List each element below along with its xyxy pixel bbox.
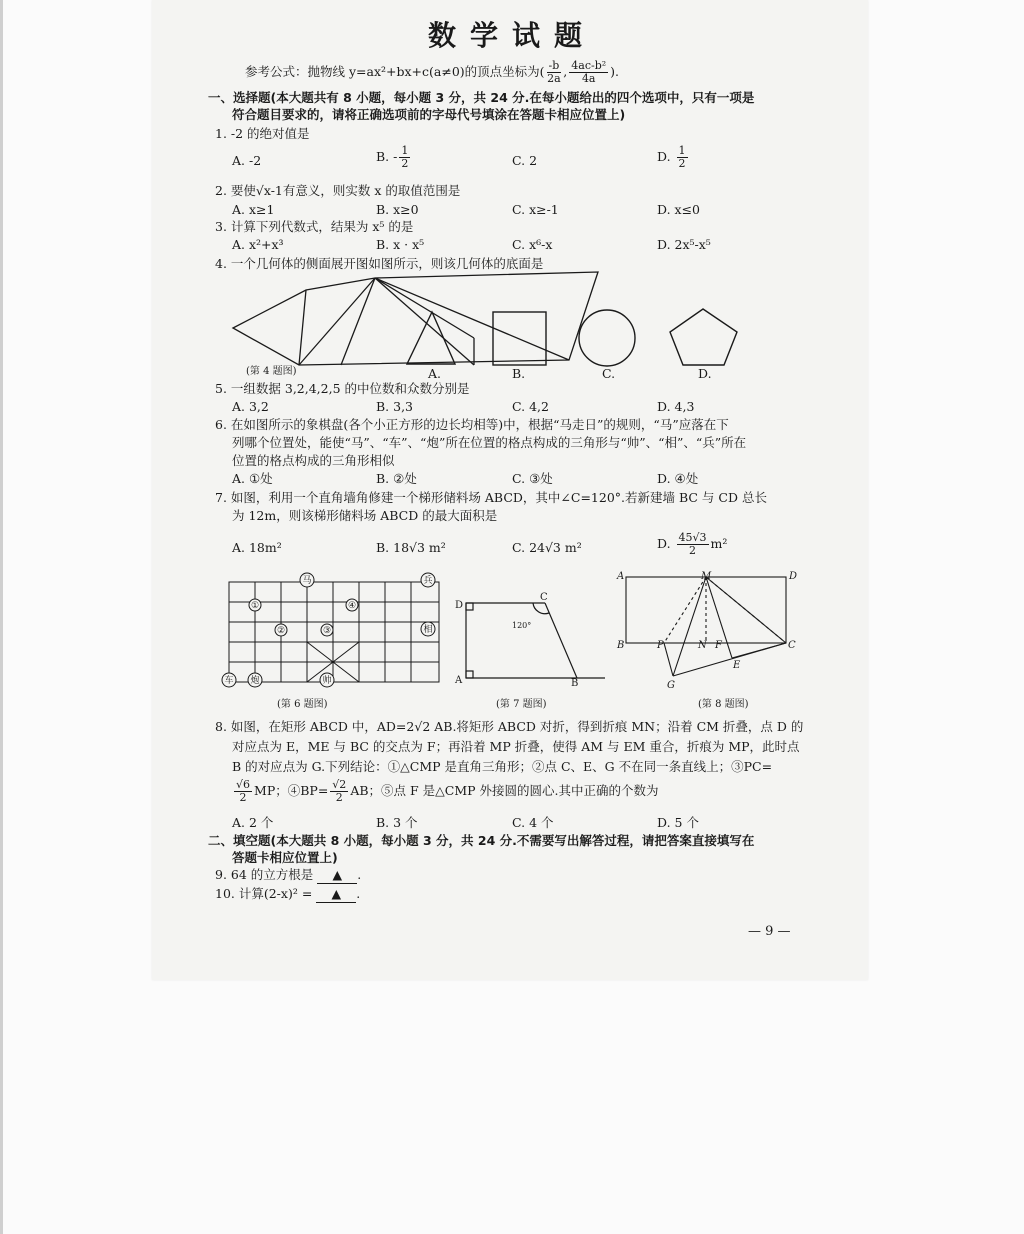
q4-fig-caption: (第 4 题图) <box>246 366 297 377</box>
section1-header-line2: 符合题目要求的，请将正确选项前的字母代号填涂在答题卡相应位置上) <box>232 107 626 122</box>
chess-ma: 马 <box>302 576 312 586</box>
q3-option-a: A. x²+x³ <box>232 237 284 252</box>
f8-label-m: M <box>701 571 712 582</box>
q6-line2: 列哪个位置处，能使“马”、“车”、“炮”所在位置的格点构成的三角形与“帅”、“相”、“兵”所在 <box>232 435 747 450</box>
q5-option-b: B. 3,3 <box>376 399 414 414</box>
q8-line3: B 的对应点为 G.下列结论：①△CMP 是直角三角形；②点 C、E、G 不在同一条直线上；③PC= <box>232 759 773 774</box>
section2-header-line1: 二、填空题(本大题共 8 小题，每小题 3 分，共 24 分.不需要写出解答过程，请把答案直接填写在 <box>208 833 755 848</box>
q4-option-a: A. <box>428 366 442 381</box>
rectangle-fold-figure <box>626 577 786 676</box>
q6-option-b: B. ②处 <box>376 471 417 486</box>
chess-xiang: 相 <box>423 625 433 635</box>
q4-stem: 4. 一个几何体的侧面展开图如图所示，则该几何体的底面是 <box>215 256 544 271</box>
q8-line4: $\frac{√6}{2}$ MP；④BP= $\frac{√2}{2}$ AB；⑤点 F 是△CMP 外接圆的圆心.其中正确的个数为 <box>236 778 659 804</box>
formula-line: 参考公式：抛物线 y=ax²+bx+c(a≠0)的顶点坐标为( $\frac{-b}{2a}$ , $\frac{\text{4ac-b²}}{4a}$ ). <box>245 59 620 85</box>
q2-option-a: A. x≥1 <box>232 202 275 217</box>
f7-label-c: C <box>540 592 548 603</box>
chess-mark-1: ① <box>250 601 260 611</box>
q5-option-d: D. 4,3 <box>657 399 695 414</box>
trapezoid-figure <box>466 603 605 678</box>
q6-option-a: A. ①处 <box>232 471 273 486</box>
q7-option-b: B. 18√3 m² <box>376 540 446 555</box>
section2-header-line2: 答题卡相应位置上) <box>232 850 338 865</box>
q5-stem: 5. 一组数据 3,2,4,2,5 的中位数和众数分别是 <box>215 381 470 396</box>
left-edge-bar <box>0 0 3 1234</box>
q3-option-b: B. x · x⁵ <box>376 237 425 252</box>
q6-option-d: D. ④处 <box>657 471 699 486</box>
q8-option-a: A. 2 个 <box>232 815 274 830</box>
q7-option-a: A. 18m² <box>232 540 282 555</box>
q2-option-c: C. x≥-1 <box>512 202 559 217</box>
chess-pao: 炮 <box>250 676 260 686</box>
q9-line: 9. 64 的立方根是 ▲ . <box>215 867 362 882</box>
triangle-shape <box>407 312 455 364</box>
q3-stem: 3. 计算下列代数式，结果为 x⁵ 的是 <box>215 219 414 234</box>
page-title: 数学试题 <box>427 19 596 52</box>
section1-header-line1: 一、选择题(本大题共有 8 小题，每小题 3 分，共 24 分.在每小题给出的四个选项中，只有一项是 <box>208 90 755 105</box>
q2-option-d: D. x≤0 <box>657 202 700 217</box>
chess-shuai: 帅 <box>322 676 332 686</box>
q8-option-c: C. 4 个 <box>512 815 554 830</box>
f8-label-c: C <box>788 640 796 651</box>
chess-mark-2: ② <box>276 626 286 636</box>
q8-option-d: D. 5 个 <box>657 815 699 830</box>
fig8-caption: (第 8 题图) <box>698 699 749 710</box>
f8-label-f: F <box>715 640 722 651</box>
fig6-caption: (第 6 题图) <box>277 699 328 710</box>
q7-line2: 为 12m，则该梯形储料场 ABCD 的最大面积是 <box>232 508 498 523</box>
f8-label-g: G <box>667 680 675 691</box>
chess-che: 车 <box>224 676 234 686</box>
q1-option-a: A. -2 <box>232 153 262 168</box>
f8-label-e: E <box>733 660 741 671</box>
f8-label-d: D <box>789 571 798 582</box>
q4-options-shapes <box>220 280 760 370</box>
q3-option-c: C. x⁶-x <box>512 237 553 252</box>
q10-line: 10. 计算(2-x)² = ▲ . <box>215 886 361 901</box>
f8-label-n: N <box>698 640 707 651</box>
square-shape <box>493 312 546 365</box>
q8-option-b: B. 3 个 <box>376 815 418 830</box>
chess-mark-3: ③ <box>322 626 332 636</box>
fig7-caption: (第 7 题图) <box>496 699 547 710</box>
figures-row <box>215 568 815 718</box>
chess-bing: 兵 <box>423 576 433 586</box>
f7-label-b: B <box>571 678 579 689</box>
q1-option-c: C. 2 <box>512 153 538 168</box>
q1-stem: 1. -2 的绝对值是 <box>215 126 310 141</box>
q5-option-a: A. 3,2 <box>232 399 269 414</box>
q7-line1: 7. 如图，利用一个直角墙角修建一个梯形储料场 ABCD，其中∠C=120°.若新建墙 BC 与 CD 总长 <box>215 490 767 505</box>
q8-line1: 8. 如图，在矩形 ABCD 中，AD=2√2 AB.将矩形 ABCD 对折，得到折痕 MN；沿着 CM 折叠，点 D 的 <box>215 719 804 734</box>
q9-answer-blank[interactable]: ▲ <box>317 867 357 884</box>
q1-option-b: B. - $\frac{1}{2}$ <box>376 144 409 170</box>
q5-option-c: C. 4,2 <box>512 399 549 414</box>
q10-answer-blank[interactable]: ▲ <box>316 886 356 903</box>
f8-label-b: B <box>617 640 625 651</box>
f8-label-p: P <box>657 640 664 651</box>
q4-option-d: D. <box>698 366 712 381</box>
q6-line3: 位置的格点构成的三角形相似 <box>232 453 395 468</box>
chess-mark-4: ④ <box>347 601 357 611</box>
q8-line2: 对应点为 E，ME 与 BC 的交点为 F；再沿着 MP 折叠，使得 AM 与 EM 重合，折痕为 MP，此时点 <box>232 739 800 754</box>
f7-label-d: D <box>455 600 464 611</box>
q2-option-b: B. x≥0 <box>376 202 419 217</box>
q2-stem: 2. 要使√x-1有意义，则实数 x 的取值范围是 <box>215 183 461 198</box>
q4-option-c: C. <box>602 366 616 381</box>
f7-angle-label: 120° <box>512 621 532 630</box>
q1-option-d: D. $\frac{1}{2}$ <box>657 144 686 170</box>
pentagon-shape <box>670 309 737 365</box>
page-number: — 9 — <box>748 924 791 939</box>
q7-option-d: D. $\frac{45√3}{2}$ m² <box>657 531 728 557</box>
q4-option-b: B. <box>512 366 526 381</box>
q6-line1: 6. 在如图所示的象棋盘(各个小正方形的边长均相等)中，根据“马走日”的规则，“马”应落在下 <box>215 417 729 432</box>
circle-shape <box>579 310 635 366</box>
f8-label-a: A <box>617 571 625 582</box>
f7-label-a: A <box>455 675 463 686</box>
q7-option-c: C. 24√3 m² <box>512 540 582 555</box>
q6-option-c: C. ③处 <box>512 471 553 486</box>
q3-option-d: D. 2x⁵-x⁵ <box>657 237 711 252</box>
